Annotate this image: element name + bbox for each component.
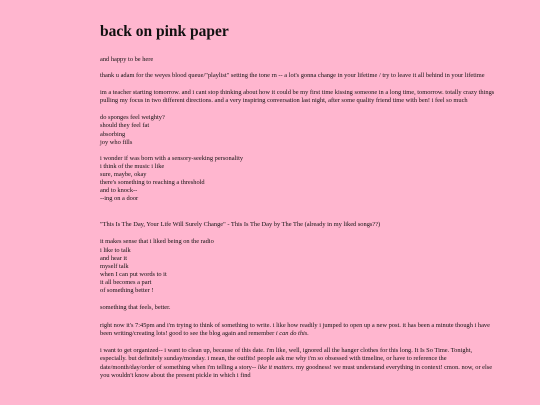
organized-paragraph (100, 347, 500, 379)
poem-line: do sponges feel weighty? (100, 114, 165, 122)
better-line: something that feels, better. (100, 304, 171, 312)
poem-line: when I can put words to it (100, 270, 167, 278)
poem-line: it makes sense that i liked being on the radio (100, 238, 214, 246)
organized-text-a: i want to get organized-- i want to clean up, because of this date. i'm like, well, ignored all the hanger clothes for this long. It Is So Time. Tonight, especially. but definitely sunday/monday. i mean, the outfits! people ask me why i'm so obsessed with timeline, or have to reference the date/month/day/order of something when i'm telling a story-- (100, 347, 473, 371)
poem-line: --ing on a door (100, 195, 139, 203)
time-paragraph (100, 322, 500, 338)
poem-line: and hear it (100, 254, 127, 262)
time-text: right now it's 7:45pm and i'm trying to think of something to write. i like how readily i jumped to open up a new post. it has been a minute though i have been writing/creating lots! good to see the blog again and remember (100, 322, 490, 338)
poem-line: i wonder if was born with a sensory-seeking personality (100, 154, 244, 162)
poem-line: and to knock-- (100, 187, 138, 195)
sponges-poem (100, 114, 500, 146)
organized-text-b: . my goodness! we must understand everything in context! cmon. now, or else you wouldn't know about the present pickle in which i find (100, 363, 493, 379)
poem-line: it all becomes a part (100, 278, 152, 286)
radio-poem (100, 238, 500, 295)
poem-line: there's something to reaching a threshold (100, 179, 205, 187)
post-title: back on pink paper (100, 23, 229, 40)
intro-paragraph: and happy to be here (100, 56, 154, 63)
sensory-poem (100, 155, 500, 204)
thanks-paragraph: thank u adam for the weyes blood queue/"playlist" setting the tone rn -- a lot's gonna change in your lifetime / try to leave it all behind in your lifetime (100, 72, 485, 80)
song-line: "This Is The Day, Your Life Will Surely Change" - This Is The Day by The The (already in my liked songs??) (100, 221, 381, 229)
poem-line: myself talk (100, 262, 129, 270)
poem-line: joy who fills (100, 138, 133, 146)
organized-emphasis: like it matters (257, 363, 293, 371)
poem-line: of something better ! (100, 286, 154, 294)
blog-post (100, 0, 500, 380)
time-emphasis: i can do this. (275, 330, 309, 338)
poem-line: should they feel fat (100, 122, 150, 130)
teacher-paragraph: im a teacher starting tomorrow. and i cant stop thinking about how it could be my first time kissing someone in a long time, tomorrow. totally crazy things pulling my focus in two different directions. and a very inspiring conversation last night, after some quality friend time with ben! i feel so much (100, 89, 495, 105)
poem-line: sure, maybe, okay (100, 170, 147, 178)
poem-line: i like to talk (100, 246, 131, 254)
poem-line: i think of the music i like (100, 162, 165, 170)
poem-line: absorbing (100, 130, 126, 138)
